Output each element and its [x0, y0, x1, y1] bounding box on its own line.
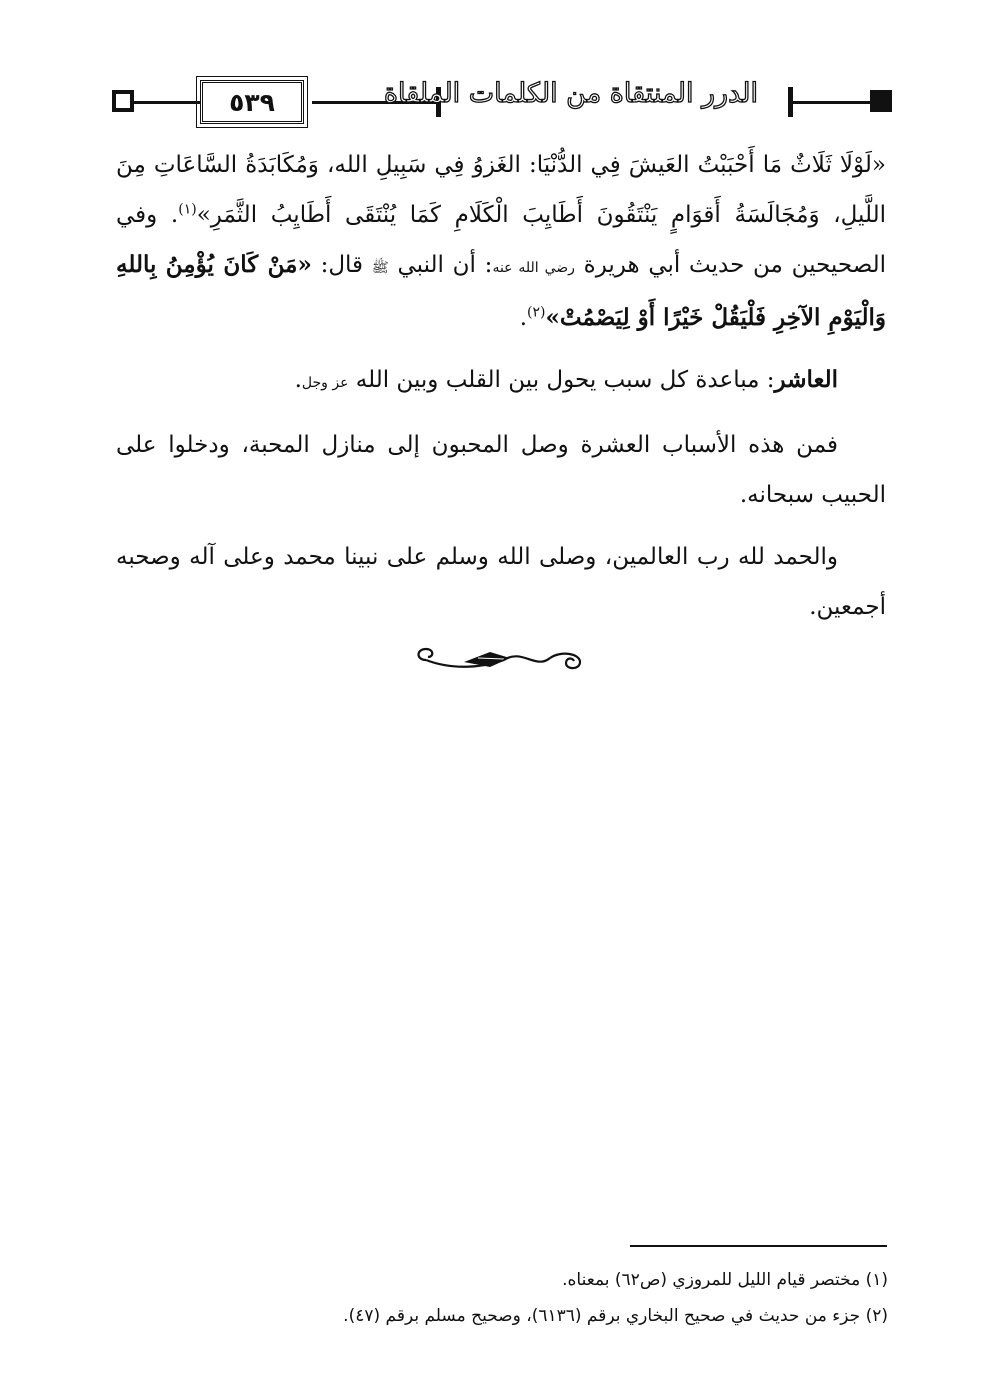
- honorific-salawat: ﷺ: [371, 260, 389, 276]
- header-square-right: [870, 90, 892, 112]
- honorific-azza-wajal: عز وجل: [301, 375, 349, 391]
- footnotes: [116, 1262, 888, 1334]
- footnote-1: (١) مختصر قيام الليل للمروزي (ص٦٢) بمعناه.: [562, 1270, 888, 1290]
- paragraph-quotes: [116, 140, 886, 343]
- paragraph-conclusion: [116, 420, 886, 520]
- narration-text: . وفي الصحيحين من حديث أبي هريرة: [116, 202, 887, 278]
- page-number: ٥٣٩: [229, 87, 275, 117]
- running-header: [112, 78, 892, 128]
- header-rule-left: [134, 101, 200, 104]
- page-number-box: [200, 80, 304, 124]
- footnote-2: (٢) جزء من حديث في صحيح البخاري برقم (٦١٣٦)، وصحيح مسلم برقم (٤٧).: [343, 1306, 888, 1326]
- tenth-text: : مباعدة كل سبب يحول بين القلب وبين الله: [355, 367, 775, 393]
- book-title: الدرر المنتقاة من الكلمات الملقاة: [383, 78, 758, 109]
- hadith-quote-two: «مَنْ كَانَ يُؤْمِنُ بِاللهِ وَالْيَوْمِ الآخِرِ فَلْيَقُلْ خَيْرًا أَوْ لِيَصْمُتْ»: [116, 251, 886, 331]
- header-rule-right: [793, 101, 870, 104]
- hadith-quote-one: «لَوْلَا ثَلَاثٌ مَا أَحْبَبْتُ العَيشَ فِي الدُّنْيَا: الغَزوُ فِي سَبِيلِ الله، وَمُكَابَدَةُ السَّاعَاتِ مِنَ اللَّيلِ، وَمُجَالَسَةُ أَقوَامٍ يَنْتَقُونَ أَطَايِبَ الْكَلَامِ كَمَا يُنْتَقَى أَطَايِبُ الثَّمَرِ»: [116, 152, 886, 228]
- footnote-separator: [630, 1245, 887, 1247]
- paragraph-tenth: [116, 355, 886, 408]
- tenth-label: العاشر: [774, 366, 838, 393]
- paragraph-closing-praise: [116, 532, 886, 632]
- conclusion-text: فمن هذه الأسباب العشرة وصل المحبون إلى منازل المحبة، ودخلوا على الحبيب سبحانه.: [116, 432, 886, 508]
- narration-said: قال:: [320, 252, 364, 278]
- honorific-radiyallah: رضي الله عنه: [492, 260, 575, 276]
- header-square-left: [112, 90, 134, 112]
- footnote-ref-2[interactable]: (٢): [527, 304, 546, 321]
- main-text: [116, 140, 886, 632]
- narration-text-2: : أن النبي: [397, 252, 493, 278]
- paragraph-end: .: [519, 305, 528, 331]
- end-ornament-icon: [412, 640, 592, 680]
- tenth-end: .: [294, 367, 302, 393]
- footnote-ref-1[interactable]: (١): [178, 201, 197, 218]
- closing-praise-text: والحمد لله رب العالمين، وصلى الله وسلم على نبينا محمد وعلى آله وصحبه أجمعين.: [116, 544, 886, 620]
